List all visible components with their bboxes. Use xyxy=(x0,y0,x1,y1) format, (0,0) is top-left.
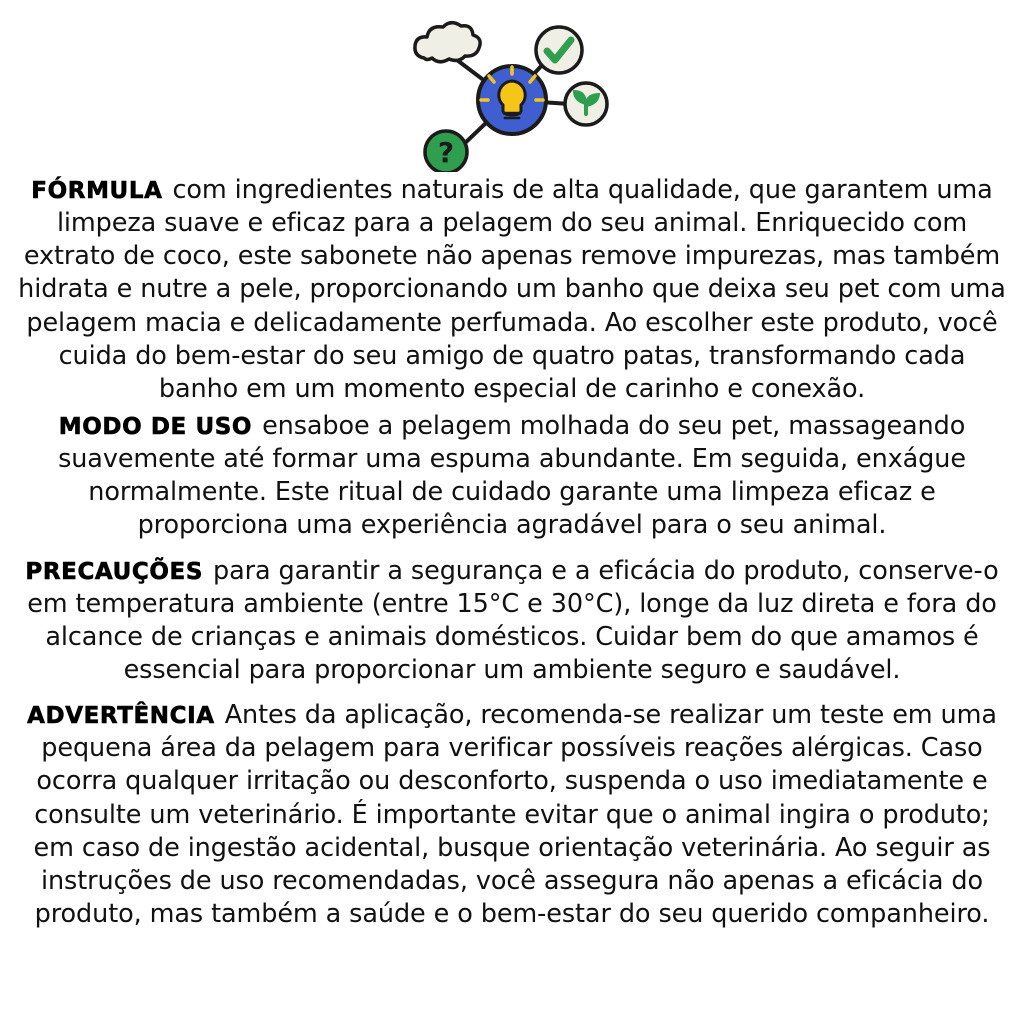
sprout-icon xyxy=(565,83,607,125)
section-heading-formula: FÓRMULA xyxy=(31,178,163,204)
section-body-formula: com ingredientes naturais de alta qualidade, que garantem uma limpeza suave e eficaz para a pelagem do seu animal. Enriquecido com extrato de coco, este sabonete não apenas remove impurezas, mas também hidrata e nutre a pele, proporcionando um banho que deixa seu pet com uma pelagem macia e delicadamente perfumada. Ao escolher este produto, você cuida do bem-estar do seu amigo de quatro patas, transformando cada banho em um momento especial de carinho e conexão. xyxy=(18,175,1006,404)
section-heading-advertencia: ADVERTÊNCIA xyxy=(27,703,215,730)
section-formula xyxy=(16,174,1008,406)
section-precaucoes xyxy=(16,555,1008,688)
lightbulb-icon xyxy=(478,66,546,134)
section-body-modo-de-uso: ensaboe a pelagem molhada do seu pet, massageando suavemente até formar uma espuma abundante. Em seguida, enxágue normalmente. Este ritual de cuidado garante uma limpeza eficaz e proporciona uma experiência agradável para o seu animal. xyxy=(58,410,966,541)
illustration-svg xyxy=(382,12,642,172)
section-heading-modo-de-uso: MODO DE USO xyxy=(58,413,253,440)
idea-mindmap-illustration xyxy=(382,12,642,172)
section-advertencia xyxy=(16,699,1008,931)
sections-container xyxy=(16,174,1008,931)
section-modo-de-uso xyxy=(16,410,1008,543)
thought-cloud-icon xyxy=(415,23,480,62)
svg-text:?: ? xyxy=(437,136,455,169)
question-mark-icon xyxy=(425,131,467,172)
section-heading-precaucoes: PRECAUÇÕES xyxy=(25,558,204,585)
section-body-advertencia: Antes da aplicação, recomenda-se realizar um teste em uma pequena área da pelagem para verificar possíveis reações alérgicas. Caso ocorra qualquer irritação ou desconforto, suspenda o uso imediatamente e consulte um veterinário. É importante evitar que o animal ingira o produto; em caso de ingestão acidental, busque orientação veterinária. Ao seguir as instruções de uso recomendadas, você assegura não apenas a eficácia do produto, mas também a saúde e o bem-estar do seu querido companheiro. xyxy=(33,700,997,929)
section-body-precaucoes: para garantir a segurança e a eficácia do produto, conserve-o em temperatura ambiente (entre 15°C e 30°C), longe da luz direta e fora do alcance de crianças e animais domésticos. Cuidar bem do que amamos é essencial para proporcionar um ambiente seguro e saudável. xyxy=(27,555,999,685)
check-circle-icon xyxy=(536,27,582,73)
